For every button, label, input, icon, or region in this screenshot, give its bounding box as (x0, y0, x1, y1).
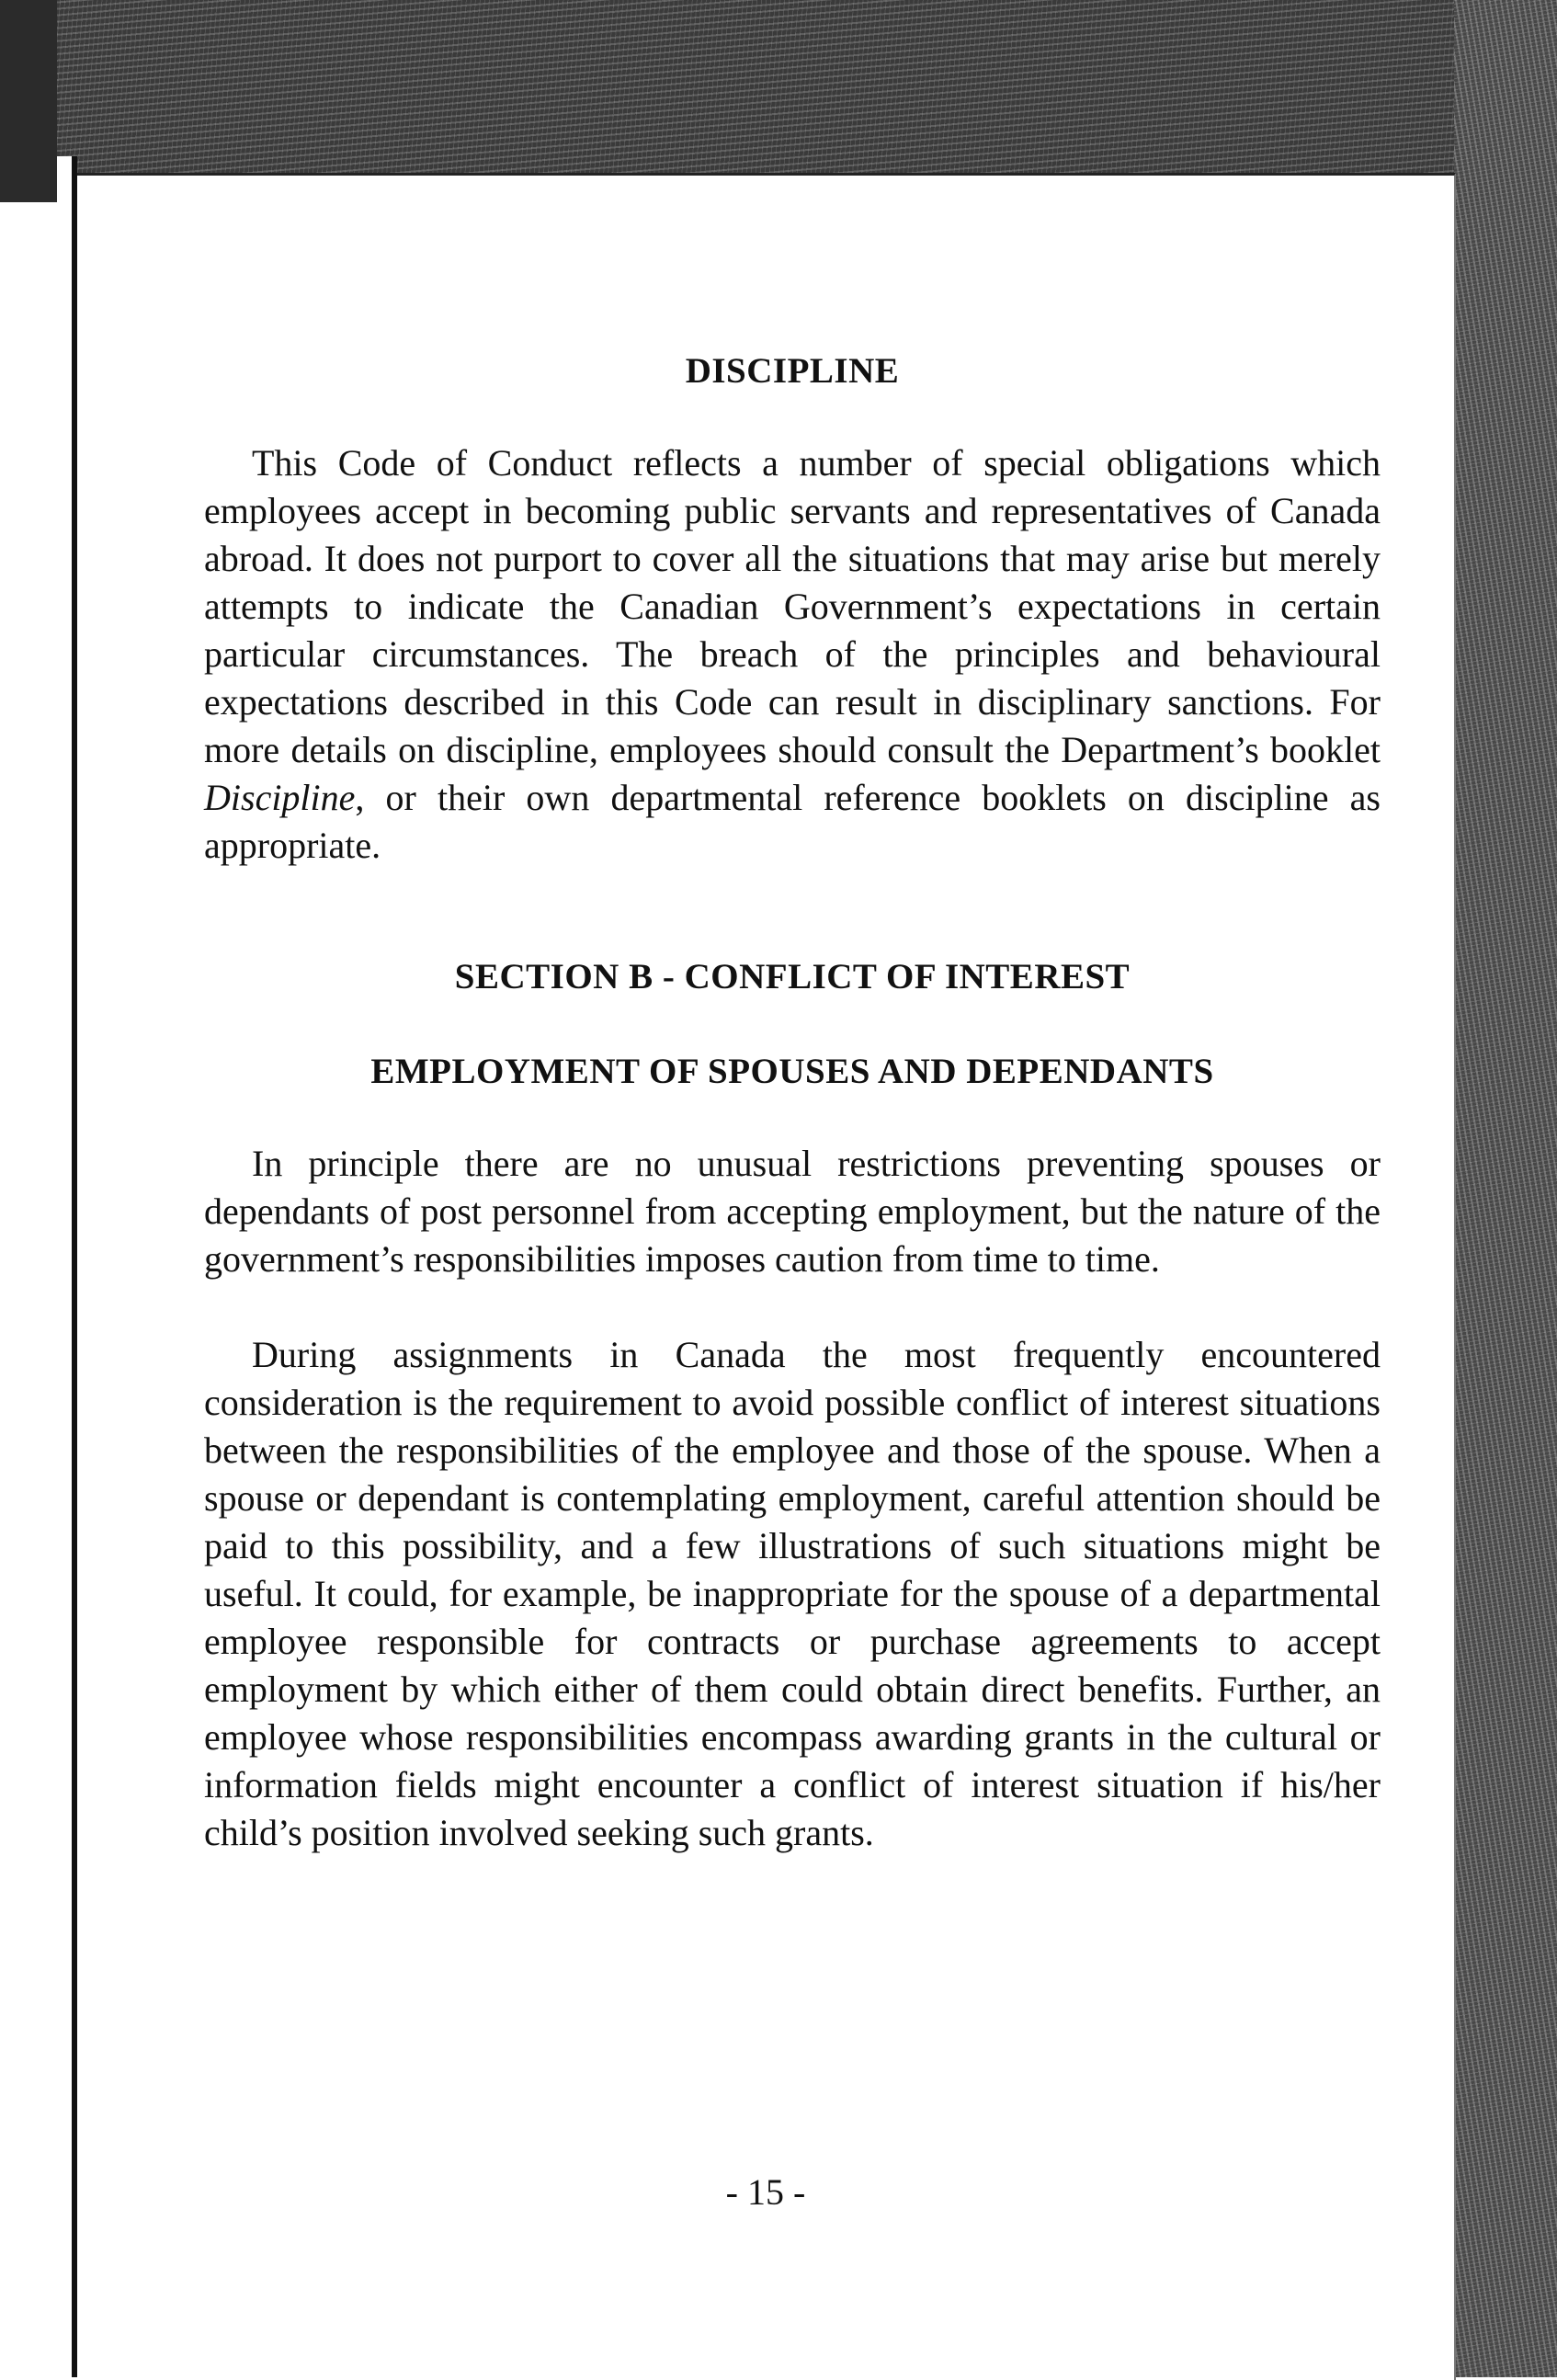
scan-border-right (1454, 0, 1557, 2377)
discipline-paragraph-text: This Code of Conduct reflects a number of special obligations which employees accept in becoming public servants and representatives of Canada abroad. It does not purport to cover all the situations that may arise but merely attempts to indicate the Canadian Government’s expectations in certain particular circumstances. The breach of the principles and behavioural expectations described in this Code can result in disciplinary sanctions. For more details on discipline, employees should consult the Department’s booklet (204, 442, 1381, 770)
document-page (77, 173, 1456, 2380)
discipline-booklet-title: Discipline (204, 777, 356, 818)
discipline-heading: DISCIPLINE (685, 351, 900, 391)
employment-paragraph-principle: In principle there are no unusual restrictions preventing spouses or dependants of post personnel from accepting employment, but the nature of the government’s responsibilities imposes caution from time to time. (204, 1143, 1381, 1280)
discipline-paragraph (204, 439, 1381, 870)
scan-border-left (0, 156, 77, 2377)
employment-paragraph-assignments: During assignments in Canada the most frequently encountered consideration is the requirement to avoid possible conflict of interest situations between the responsibilities of the employee and those of the spouse. When a spouse or dependant is contemplating employment, careful attention should be paid to this possibility, and a few illustrations of such situations might be useful. It could, for example, be inappropriate for the spouse of a departmental employee responsible for contracts or purchase agreements to accept employment by which either of them could obtain direct benefits. Further, an employee whose responsibilities encompass awarding grants in the cultural or information fields might encounter a conflict of interest situation if his/her child’s position involved seeking such grants. (204, 1334, 1381, 1853)
scan-corner-shadow (0, 0, 57, 202)
discipline-paragraph-text-end: , or their own departmental reference booklets on discipline as appropriate. (204, 777, 1381, 866)
page-content (204, 350, 1381, 1857)
section-b-heading: SECTION B - CONFLICT OF INTEREST (454, 957, 1131, 996)
employment-heading: EMPLOYMENT OF SPOUSES AND DEPENDANTS (370, 1052, 1214, 1091)
page-number: - 15 - (725, 2171, 806, 2213)
scan-border-top (0, 0, 1557, 173)
